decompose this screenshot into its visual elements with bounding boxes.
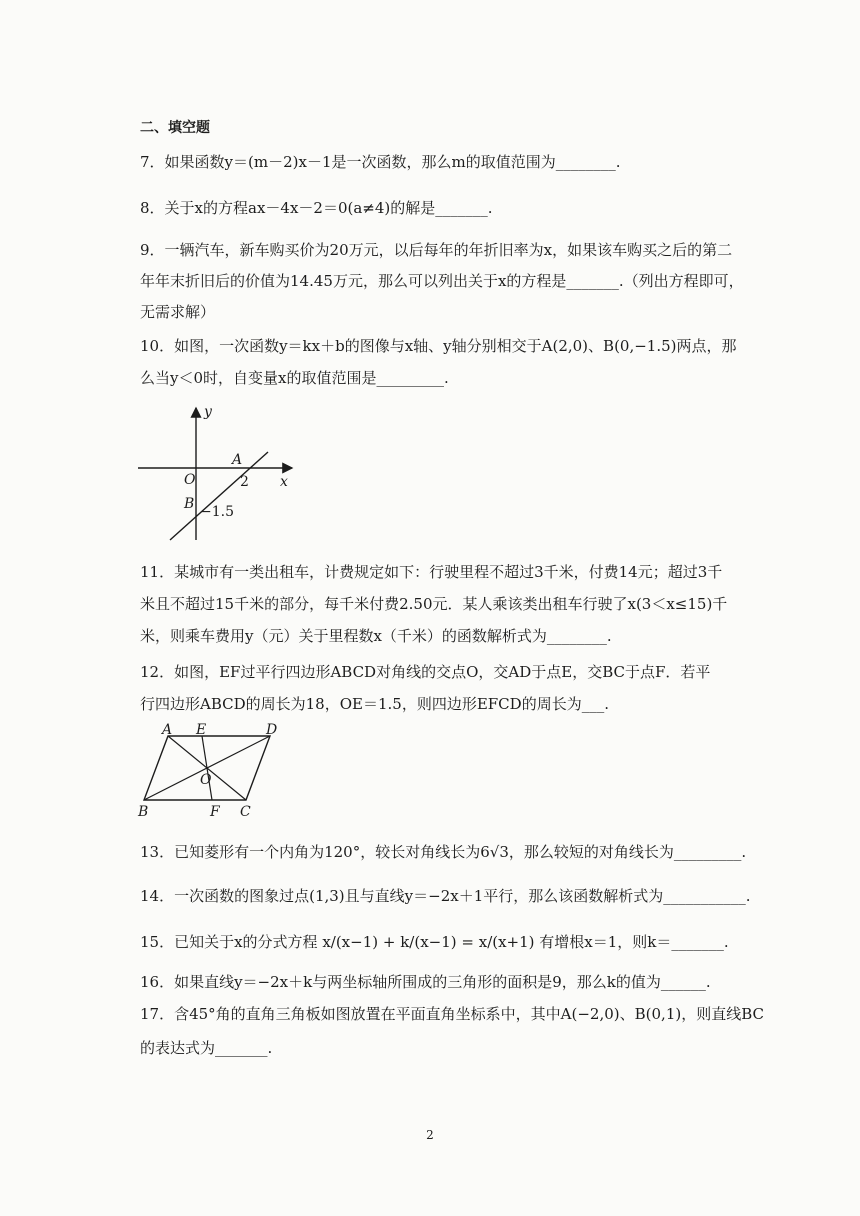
question-9-line-3: 无需求解）: [140, 303, 216, 321]
question-10-line-1: 10．如图，一次函数y＝kx＋b的图像与x轴、y轴分别相交于A(2,0)、B(0,−1.5)两点，那: [140, 337, 737, 355]
label-origin: O: [184, 472, 196, 488]
question-7: 7．如果函数y＝(m－2)x－1是一次函数，那么m的取值范围为________.: [140, 153, 621, 171]
label-f: F: [210, 804, 220, 820]
question-11-line-1: 11．某城市有一类出租车，计费规定如下：行驶里程不超过3千米，付费14元；超过3千: [140, 563, 723, 581]
question-8: 8．关于x的方程ax－4x－2＝0(a≠4)的解是_______.: [140, 199, 493, 217]
segment-ef: [202, 736, 212, 800]
question-10-line-2: 么当y＜0时，自变量x的取值范围是_________.: [140, 369, 449, 387]
label-c: C: [240, 804, 251, 820]
figure-10-graph: [130, 400, 310, 550]
question-12-line-1: 12．如图，EF过平行四边形ABCD对角线的交点O，交AD于点E，交BC于点F．若平: [140, 663, 711, 681]
label-a: A: [162, 722, 173, 738]
question-13: 13．已知菱形有一个内角为120°，较长对角线长为6√3，那么较短的对角线长为_________.: [140, 843, 747, 861]
label-o: O: [200, 772, 212, 788]
label-neg-1-5: −1.5: [200, 504, 234, 520]
question-12-line-2: 行四边形ABCD的周长为18，OE＝1.5，则四边形EFCD的周长为___.: [140, 695, 609, 713]
question-15: 15．已知关于x的分式方程 x/(x−1) + k/(x−1) = x/(x+1) 有增根x＝1，则k＝_______.: [140, 933, 729, 951]
question-17-line-2: 的表达式为_______.: [140, 1039, 273, 1057]
label-x: x: [280, 474, 288, 490]
question-16: 16．如果直线y＝−2x＋k与两坐标轴所围成的三角形的面积是9，那么k的值为______.: [140, 973, 711, 991]
section-title: 二、填空题: [140, 120, 210, 136]
question-14: 14．一次函数的图象过点(1,3)且与直线y＝−2x＋1平行，那么该函数解析式为___________.: [140, 887, 751, 905]
label-two: 2: [240, 474, 249, 490]
label-point-a: A: [232, 452, 243, 468]
label-point-b: B: [184, 496, 195, 512]
question-11-line-2: 米且不超过15千米的部分，每千米付费2.50元．某人乘该类出租车行驶了x(3＜x≤15)千: [140, 595, 728, 613]
page-number: 2: [426, 1128, 434, 1142]
label-e: E: [196, 722, 207, 738]
question-9-line-1: 9．一辆汽车，新车购买价为20万元，以后每年的年折旧率为x，如果该车购买之后的第二: [140, 241, 733, 259]
label-y: y: [204, 404, 212, 420]
label-d: D: [266, 722, 278, 738]
question-9-line-2: 年年末折旧后的价值为14.45万元，那么可以列出关于x的方程是_______.（列出方程即可，: [140, 272, 744, 290]
question-17-line-1: 17．含45°角的直角三角板如图放置在平面直角坐标系中，其中A(−2,0)、B(0,1)，则直线BC: [140, 1005, 764, 1023]
question-11-line-3: 米，则乘车费用y（元）关于里程数x（千米）的函数解析式为________.: [140, 627, 612, 645]
label-b: B: [138, 804, 149, 820]
figure-12-parallelogram: [130, 722, 290, 822]
